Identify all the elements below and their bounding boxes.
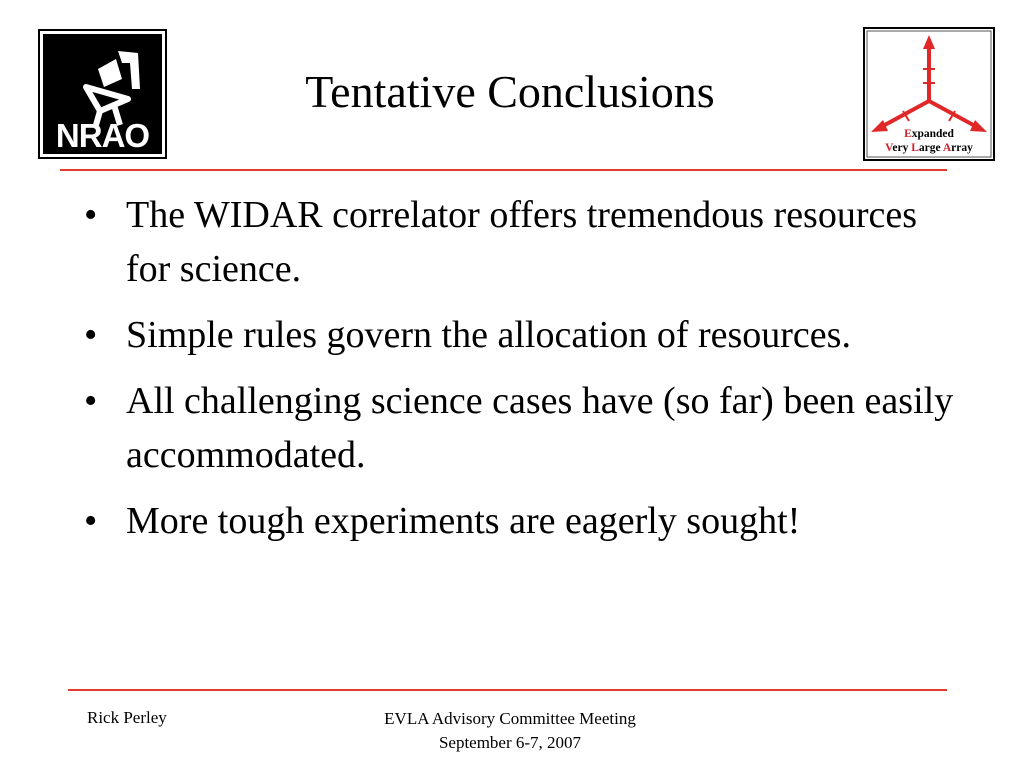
bullet-item — [84, 374, 964, 482]
bullet-text: Simple rules govern the allocation of resources. — [126, 314, 851, 356]
bullet-dot: • — [84, 314, 98, 356]
evla-logo-a: A — [942, 142, 952, 154]
bullet-list — [84, 188, 964, 560]
title-divider — [60, 169, 947, 171]
footer-author: Rick Perley — [87, 708, 167, 727]
bullet-item — [84, 308, 964, 362]
footer-date: September 6-7, 2007 — [438, 733, 582, 752]
evla-logo-e: E — [904, 128, 912, 140]
footer-meeting — [330, 707, 690, 755]
nrao-logo-text: NRAO — [55, 117, 150, 154]
evla-logo-ery: ery — [892, 142, 912, 154]
svg-text:Expanded — [904, 128, 954, 140]
bullet-dot: • — [84, 194, 98, 236]
bullet-text: All challenging science cases have (so far) been easily accommodated. — [126, 380, 954, 476]
svg-text:Very Large Array — [885, 142, 973, 154]
evla-logo-l: L — [911, 142, 919, 154]
footer-event: EVLA Advisory Committee Meeting — [384, 709, 636, 728]
bullet-item — [84, 494, 964, 548]
bullet-item — [84, 188, 964, 296]
bullet-text: The WIDAR correlator offers tremendous resources for science. — [126, 194, 918, 290]
bullet-dot: • — [84, 500, 98, 542]
slide-title: Tentative Conclusions — [305, 66, 715, 117]
evla-logo-arge: arge — [918, 142, 943, 154]
nrao-logo-icon — [38, 29, 167, 159]
evla-logo-rray: rray — [951, 142, 973, 154]
footer-divider — [68, 689, 947, 691]
bullet-dot: • — [84, 380, 98, 422]
evla-logo-v: V — [885, 142, 893, 154]
bullet-text: More tough experiments are eagerly sought! — [126, 500, 801, 542]
evla-logo-xpanded: xpanded — [911, 128, 954, 140]
evla-logo-icon — [863, 27, 995, 161]
